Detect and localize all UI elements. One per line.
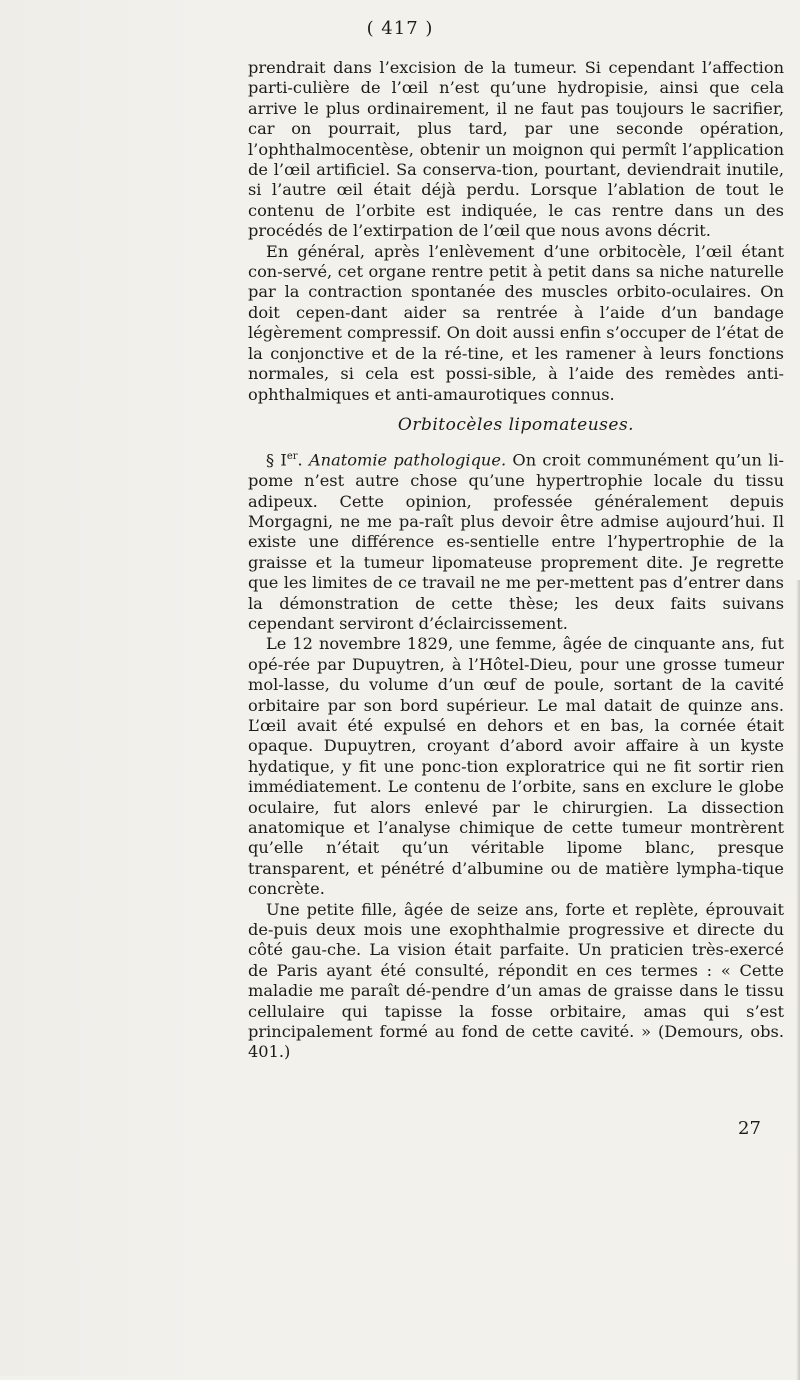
body-text bbox=[248, 58, 784, 1063]
page-number: ( 417 ) bbox=[366, 18, 434, 39]
section-number-superscript: er bbox=[286, 451, 298, 463]
signature-mark: 27 bbox=[738, 1118, 761, 1139]
section-number: § I bbox=[266, 450, 287, 470]
section-name: Anatomie pathologique. bbox=[308, 450, 507, 470]
paragraph-text: On croit communément qu’un li-pome n’est autre chose qu’une hypertrophie locale du tissu adipeux. Cette opinion, professée généralement depuis Morgagni, ne me pa-raît plus devoir être admise aujourd’hui. Il existe une différence es-sentielle entre l’hypertrophie de la graisse et la tumeur lipomateuse proprement dite. Je regrette que les limites de ce travail ne me per-mettent pas d’entrer dans la démonstration de cette thèse; les deux faits suivans cependant serviront d’éclaircissement. bbox=[248, 450, 785, 633]
paragraph: prendrait dans l’excision de la tumeur. Si cependant l’affection parti-culière de l’œil n’est qu’une hydropisie, ainsi que cela arrive le plus ordinairement, il ne faut pas toujours le sacrifier, car on pourrait, plus tard, par une seconde opération, l’ophthalmocentèse, obtenir un moignon qui permît l’application de l’œil artificiel. Sa conserva-tion, pourtant, deviendrait inutile, si l’autre œil était déjà perdu. Lorsque l’ablation de tout le contenu de l’orbite est indiquée, le cas rentre dans un des procédés de l’extirpation de l’œil que nous avons décrit. bbox=[248, 58, 784, 241]
paragraph: Une petite fille, âgée de seize ans, forte et replète, éprouvait de-puis deux mois une exophthalmie progressive et directe du côté gau-che. La vision était parfaite. Un praticien très-exercé de Paris ayant été consulté, répondit en ces termes : « Cette maladie me paraît dé-pendre d’un amas de graisse dans le tissu cellulaire qui tapisse la fosse orbitaire, amas qui s’est principalement formé au fond de cette cavité. » (Demours, obs. 401.) bbox=[248, 899, 784, 1062]
paragraph: Le 12 novembre 1829, une femme, âgée de cinquante ans, fut opé-rée par Dupuytren, à l’Hôtel-Dieu, pour une grosse tumeur mol-lasse, du volume d’un œuf de poule, sortant de la cavité orbitaire par son bord supérieur. Le mal datait de quinze ans. L’œil avait été expulsé en dehors et en bas, la cornée était opaque. Dupuytren, croyant d’abord avoir affaire à un kyste hydatique, y fit une ponc-tion exploratrice qui ne fit sortir rien immédiatement. Le contenu de l’orbite, sans en exclure le globe oculaire, fut alors enlevé par le chirurgien. La dissection anatomique et l’analyse chimique de cette tumeur montrèrent qu’elle n’était qu’un véritable lipome blanc, presque transparent, et pénétré d’albumine ou de matière lympha-tique concrète. bbox=[248, 634, 784, 899]
page-margin bbox=[0, 0, 210, 1376]
paragraph: § Ier. Anatomie pathologique. On croit communément qu’un li-pome n’est autre chose qu’une hypertrophie locale du tissu adipeux. Cette opinion, professée généralement depuis Morgagni, ne me pa-raît plus devoir être admise aujourd’hui. Il existe une différence es-sentielle entre l’hypertrophie de la graisse et la tumeur lipomateuse proprement dite. Je regrette que les limites de ce travail ne me per-mettent pas d’entrer dans la démonstration de cette thèse; les deux faits suivans cependant serviront d’éclaircissement. bbox=[248, 450, 785, 633]
section-title: Orbitocèles lipomateuses. bbox=[397, 414, 635, 435]
paragraph: En général, après l’enlèvement d’une orbitocèle, l’œil étant con-servé, cet organe rentre petit à petit dans sa niche naturelle par la contraction spontanée des muscles orbito-oculaires. On doit cepen-dant aider sa rentrée à l’aide d’un bandage légèrement compressif. On doit aussi enfin s’occuper de l’état de la conjonctive et de la ré-tine, et les ramener à leurs fonctions normales, si cela est possi-sible, à l’aide des remèdes anti-ophthalmiques et anti-amaurotiques connus. bbox=[248, 241, 784, 404]
page-edge bbox=[796, 580, 800, 1380]
